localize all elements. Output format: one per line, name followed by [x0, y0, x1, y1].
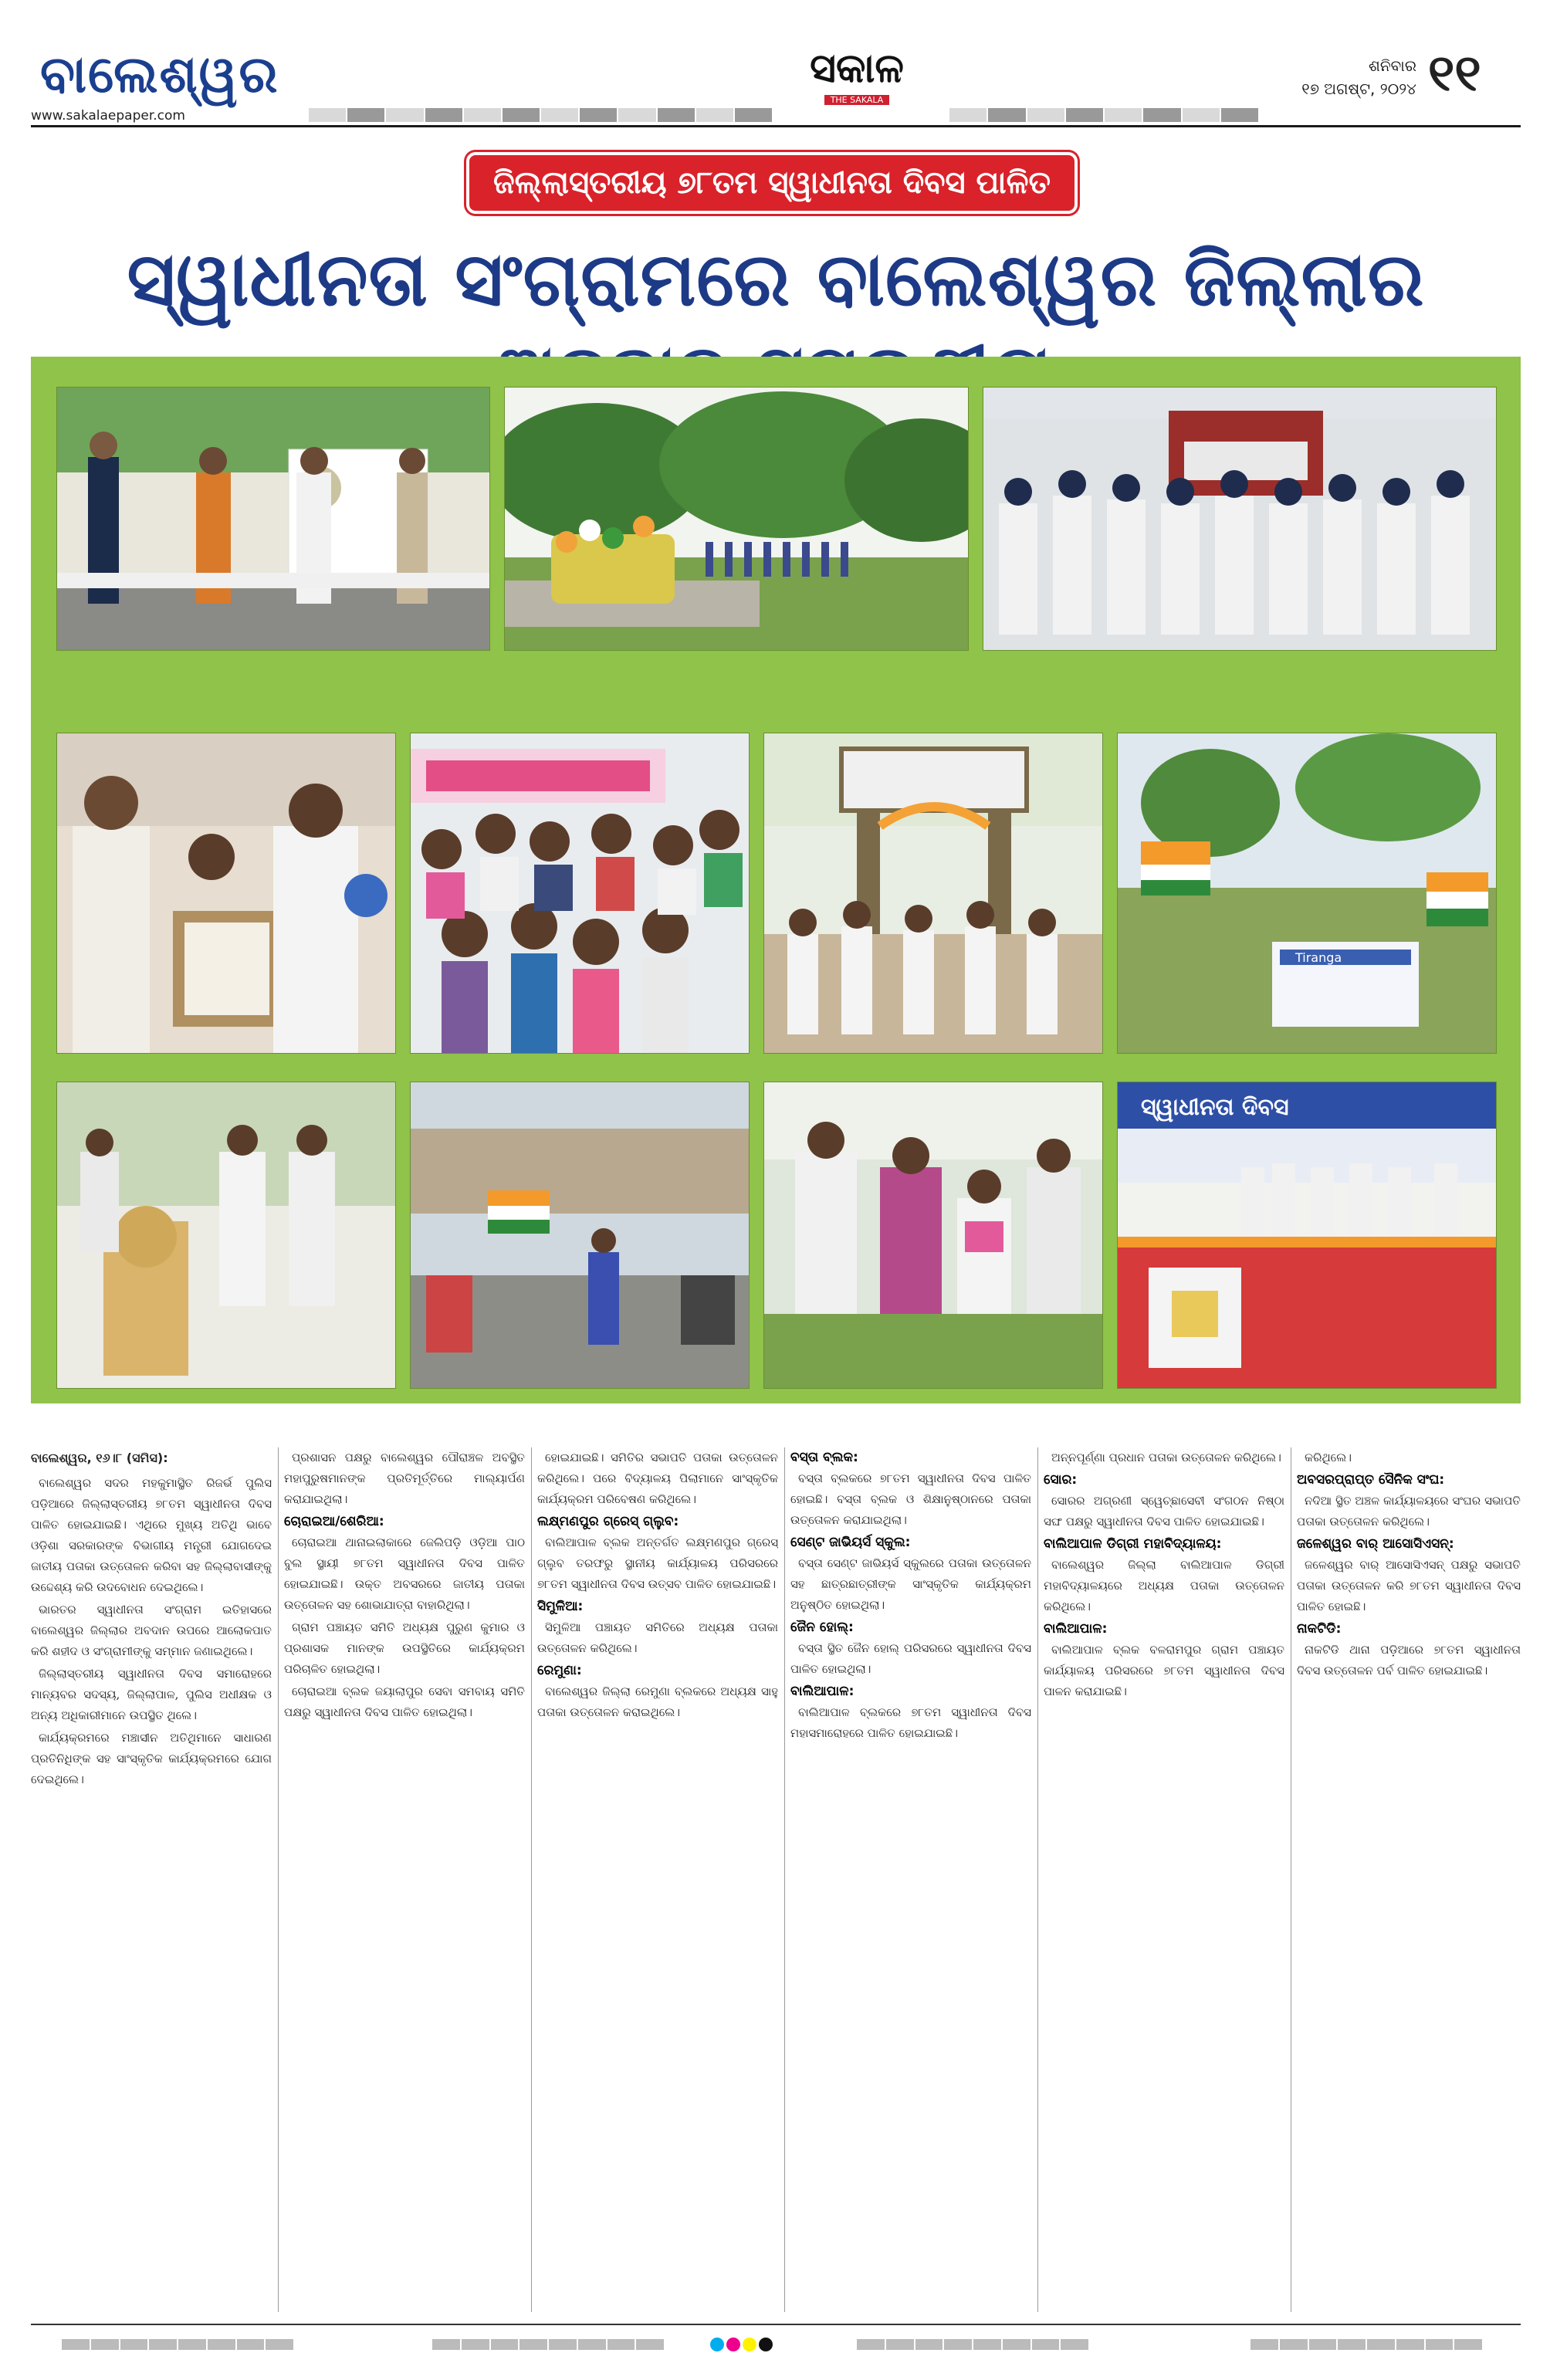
article-column-6 [1297, 1447, 1521, 2312]
col3-paragraph: ବାଲେଶ୍ୱର ଜିଲ୍ଲା ରେମୁଣା ବ୍ଲକରେ ଅଧ୍ୟକ୍ଷ ସାହୁ ପତାକା ଉତ୍ତୋଳନ କରାଇଥିଲେ। [537, 1684, 778, 1719]
issue-date-text: ୧୭ ଅଗଷ୍ଟ, ୨୦୨୪ [1301, 80, 1416, 98]
col4-paragraph: ବାଲିଆପାଳ ବ୍ଲକରେ ୭୮ତମ ସ୍ୱାଧୀନତା ଦିବସ ମହାସମାରୋହରେ ପାଳିତ ହୋଇଯାଇଛି। [790, 1705, 1031, 1740]
col4-paragraph: ବସ୍ତା ବ୍ଲକରେ ୭୮ତମ ସ୍ୱାଧୀନତା ଦିବସ ପାଳିତ ହୋଇଛି। ବସ୍ତା ବ୍ଲକ ଓ ଶିକ୍ଷାନୁଷ୍ଠାନରେ ପତାକା ଉତ୍ତୋଳନ କରାଯାଇଥିଲା। [790, 1471, 1031, 1527]
col3-subhead: ସିମୁଳିଆ: [537, 1599, 584, 1614]
photo-street-procession[interactable] [411, 1082, 749, 1388]
col3-paragraph: ସିମୁଳିଆ ପଞ୍ଚାୟତ ସମିତିରେ ଅଧ୍ୟକ୍ଷ ପତାକା ଉତ୍ତୋଳନ କରିଥିଲେ। [537, 1620, 778, 1655]
article-dateline: ବାଲେଶ୍ୱର, ୧୬।୮ (ସମିସ): [31, 1451, 168, 1465]
col3-paragraph: ବାଲିଆପାଳ ବ୍ଲକ ଅନ୍ତର୍ଗତ ଲକ୍ଷ୍ମଣପୁର ଗ୍ରେସ୍ ଗ୍ଲୁବ ତରଫରୁ ସ୍ଥାନୀୟ କାର୍ଯ୍ୟାଳୟ ପରିସରରେ ୭୮ତମ ସ୍ୱାଧୀନତା ଦିବସ ଉତ୍ସବ ପାଳିତ ହୋଇଯାଇଛି। [537, 1535, 778, 1591]
col5-paragraph: ବାଲେଶ୍ୱର ଜିଲ୍ଲା ବାଲିଆପାଳ ଡିଗ୍ରୀ ମହାବିଦ୍ୟାଳୟରେ ଅଧ୍ୟକ୍ଷ ପତାକା ଉତ୍ତୋଳନ କରିଥିଲେ। [1044, 1558, 1284, 1613]
photo-dignitaries-stage[interactable] [57, 388, 489, 650]
header-rule [31, 125, 1521, 127]
photo-crowd-banner[interactable] [411, 733, 749, 1053]
header-stripes [309, 108, 772, 122]
col4-subhead: ସେଣ୍ଟ ଜାଭିୟର୍ସ ସ୍କୁଲ: [790, 1535, 911, 1550]
photo-flag-rally[interactable] [1118, 733, 1496, 1053]
col4-paragraph: ବସ୍ତା ସେଣ୍ଟ ଜାଭିୟର୍ସ ସ୍କୁଲରେ ପତାକା ଉତ୍ତୋଳନ ସହ ଛାତ୍ରଛାତ୍ରୀଙ୍କ ସାଂସ୍କୃତିକ କାର୍ଯ୍ୟକ୍ରମ ଅନୁଷ୍ଠିତ ହୋଇଥିଲା। [790, 1556, 1031, 1612]
col6-paragraph: ନଦିଆ ସ୍ଥିତ ଅଞ୍ଚଳ କାର୍ଯ୍ୟାଳୟରେ ସଂଘର ସଭାପତି ପତାକା ଉତ୍ତୋଳନ କରିଥିଲେ। [1297, 1494, 1521, 1529]
section-title: ବାଲେଶ୍ୱର [40, 45, 279, 104]
photo-collage [31, 357, 1521, 1403]
photo-school-gate[interactable] [764, 733, 1102, 1053]
color-registration-marks [710, 2338, 773, 2351]
logo-subtitle: THE SAKALA [824, 95, 890, 105]
col2-subhead: ଚୋରାଇଆ/ଶେରିଆ: [284, 1514, 384, 1529]
tiranga-banner-text: Tiranga [1295, 950, 1342, 965]
col5-paragraph: ସୋରର ଅଗ୍ରଣୀ ସ୍ୱେଚ୍ଛାସେବୀ ସଂଗଠନ ନିଷ୍ଠା ସଙ୍ଘ ପକ୍ଷରୁ ସ୍ୱାଧୀନତା ଦିବସ ପାଳିତ ହୋଇଯାଇଛି। [1044, 1494, 1284, 1529]
article-column-5 [1044, 1447, 1284, 2312]
col6-subhead: ନାକଟିଡି: [1297, 1621, 1342, 1637]
issue-date [1274, 54, 1416, 100]
footer-rule [31, 2324, 1521, 2325]
col1-paragraph: ଜିଲ୍ଲାସ୍ତରୀୟ ସ୍ୱାଧୀନତା ଦିବସ ସମାରୋହରେ ମାନ୍ୟବର ସଦସ୍ୟ, ଜିଲ୍ଲାପାଳ, ପୁଲିସ ଅଧୀକ୍ଷକ ଓ ଅନ୍ୟ ଅଧିକାରୀମାନେ ଉପସ୍ଥିତ ଥିଲେ। [31, 1667, 272, 1722]
footer-stripes-mid-left [432, 2339, 664, 2350]
article-column-1 [31, 1447, 272, 2312]
col1-paragraph: କାର୍ଯ୍ୟକ୍ରମରେ ମଞ୍ଚାସୀନ ଅତିଥିମାନେ ସାଧାରଣ ପ୍ରତିନିଧିଙ୍କ ସହ ସାଂସ୍କୃତିକ କାର୍ଯ୍ୟକ୍ରମରେ ଯୋଗ ଦେଇଥିଲେ। [31, 1731, 272, 1786]
footer-stripes-mid-right [857, 2339, 1088, 2350]
column-divider [1037, 1447, 1038, 2312]
stage-banner-text: ସ୍ୱାଧୀନତା ଦିବସ [1141, 1094, 1289, 1121]
site-url[interactable]: www.sakalaepaper.com [31, 108, 185, 124]
col2-paragraph: ଗ୍ରାମ ପଞ୍ଚାୟତ ସମିତି ଅଧ୍ୟକ୍ଷ ପୁରୁଣ କୁମାର ଓ ପ୍ରଶାସକ ମାନଙ୍କ ଉପସ୍ଥିତିରେ କାର୍ଯ୍ୟକ୍ରମ ପରିଚାଳିତ ହୋଇଥିଲା। [284, 1620, 525, 1676]
page-number: ୧୧ [1428, 43, 1481, 103]
col5-subhead: ବାଲିଆପାଳ ଡିଗ୍ରୀ ମହାବିଦ୍ୟାଳୟ: [1044, 1536, 1222, 1552]
col2-paragraph: ପ୍ରଶାସନ ପକ୍ଷରୁ ବାଲେଶ୍ୱର ପୌରାଞ୍ଚଳ ଅବସ୍ଥିତ ମହାପୁରୁଷମାନଙ୍କ ପ୍ରତିମୂର୍ତ୍ତିରେ ମାଲ୍ୟାର୍ପଣ କରାଯାଇଥିଲା। [284, 1451, 525, 1506]
photo-swadhinata-dibasa-stage[interactable] [1118, 1082, 1496, 1388]
footer-stripes-left [62, 2339, 293, 2350]
col3-paragraph: ହୋଇଯାଇଛି। ସମିତିର ସଭାପତି ପତାକା ଉତ୍ତୋଳନ କରିଥିଲେ। ପରେ ବିଦ୍ୟାଳୟ ପିଲାମାନେ ସାଂସ୍କୃତିକ କାର୍ଯ୍ୟକ୍ରମ ପରିବେଷଣ କରିଥିଲେ। [537, 1451, 778, 1506]
col6-paragraph: କରିଥିଲେ। [1305, 1451, 1352, 1464]
col5-paragraph: ବାଲିଆପାଳ ବ୍ଲକ ବଳରାମପୁର ଗ୍ରାମ ପଞ୍ଚାୟତ କାର୍ଯ୍ୟାଳୟ ପରିସରରେ ୭୮ତମ ସ୍ୱାଧୀନତା ଦିବସ ପାଳନ କରାଯାଇଛି। [1044, 1643, 1284, 1698]
col1-paragraph: ଭାରତର ସ୍ୱାଧୀନତା ସଂଗ୍ରାମ ଇତିହାସରେ ବାଲେଶ୍ୱର ଜିଲ୍ଲାର ଅବଦାନ ଉପରେ ଆଲୋକପାତ କରି ଶହୀଦ ଓ ସଂଗ୍ରାମୀଙ୍କୁ ସମ୍ମାନ ଜଣାଇଥିଲେ। [31, 1603, 272, 1658]
headline: ସ୍ୱାଧୀନତା ସଂଗ୍ରାମରେ ବାଲେଶ୍ୱର ଜିଲ୍ଲାର [127, 236, 1425, 323]
photo-parade-float[interactable] [505, 388, 968, 650]
article-column-2 [284, 1447, 525, 2312]
photo-felicitation[interactable] [57, 733, 395, 1053]
article-column-3 [537, 1447, 778, 2312]
col6-paragraph: ଜଳେଶ୍ୱର ବାର୍ ଆସୋସିଏସନ୍ ପକ୍ଷରୁ ସଭାପତି ପତାକା ଉତ୍ତୋଳନ କରି ୭୮ତମ ସ୍ୱାଧୀନତା ଦିବସ ପାଳିତ ହୋଇଛି। [1297, 1558, 1521, 1613]
article-column-4 [790, 1447, 1031, 2312]
column-divider [784, 1447, 785, 2312]
col6-subhead: ଅବସରପ୍ରାପ୍ତ ସୈନିକ ସଂଘ: [1297, 1472, 1445, 1488]
kicker-banner: ଜିଲ୍ଲାସ୍ତରୀୟ ୭୮ତମ ସ୍ୱାଧୀନତା ଦିବସ ପାଳିତ [466, 152, 1078, 214]
col5-subhead: ବାଲିଆପାଳ: [1044, 1621, 1108, 1637]
issue-day: ଶନିବାର [1368, 56, 1416, 75]
photo-uniformed-group[interactable] [983, 388, 1496, 650]
newspaper-logo [787, 46, 926, 105]
col5-subhead: ସୋର: [1044, 1472, 1078, 1488]
col3-subhead: ରେମୁଣା: [537, 1663, 582, 1678]
col6-subhead: ଜଳେଶ୍ୱର ବାର୍ ଆସୋସିଏସନ୍: [1297, 1536, 1454, 1552]
col4-subhead: ଜୈନ ହୋଲ୍: [790, 1620, 854, 1635]
col1-paragraph: ବାଲେଶ୍ୱର ସଦର ମହକୁମାସ୍ଥିତ ରିଜର୍ଭ ପୁଲିସ ପଡ଼ିଆରେ ଜିଲ୍ଲାସ୍ତରୀୟ ୭୮ତମ ସ୍ୱାଧୀନତା ଦିବସ ପାଳିତ ହୋଇଯାଇଛି। ଏଥିରେ ମୁଖ୍ୟ ଅତିଥି ଭାବେ ଓଡ଼ିଶା ସରକାରଙ୍କ ବିଭାଗୀୟ ମନ୍ତ୍ରୀ ଯୋଗଦେଇ ଜାତୀୟ ପତାକା ଉତ୍ତୋଳନ କରିବା ସହ ଜିଲ୍ଲାବାସୀଙ୍କୁ ଉଦ୍ଦେଶ୍ୟ କରି ଉଦବୋଧନ ଦେଇଥିଲେ। [31, 1476, 272, 1594]
logo-text: ସକାଳ [810, 46, 904, 92]
col4-subhead: ବସ୍ତା ବ୍ଲକ: [790, 1450, 858, 1465]
photo-student-award[interactable] [764, 1082, 1102, 1388]
column-divider [531, 1447, 532, 2312]
col3-subhead: ଲକ୍ଷ୍ମଣପୁର ଗ୍ରେସ୍ ଗ୍ଲୁବ: [537, 1514, 679, 1529]
photo-speech-lion-statue[interactable] [57, 1082, 395, 1388]
header-stripes-right [949, 108, 1258, 122]
footer-stripes-right [1250, 2339, 1482, 2350]
col6-paragraph: ନାକଟିଡି ଥାନା ପଡ଼ିଆରେ ୭୮ତମ ସ୍ୱାଧୀନତା ଦିବସ ଉତ୍ତୋଳନ ପର୍ବ ପାଳିତ ହୋଇଯାଇଛି। [1297, 1643, 1521, 1678]
col2-paragraph: ଚୋରାଇଆ ଥାନାଇଲାକାରେ ଜେଲିପଡ଼ି ଓଡ଼ିଆ ପାଠ ବୁଲ ସ୍ଥାୟୀ ୭୮ତମ ସ୍ୱାଧୀନତା ଦିବସ ପାଳିତ ହୋଇଯାଇଛି। ଉକ୍ତ ଅବସରରେ ଜାତୀୟ ପତାକା ଉତ୍ତୋଳନ ସହ ଶୋଭାଯାତ୍ରା ବାହାରିଥିଲା। [284, 1535, 525, 1612]
col2-paragraph: ଚୋରାଇଆ ବ୍ଲକ ଜୟାଲାପୁର ସେବା ସମବାୟ ସମିତି ପକ୍ଷରୁ ସ୍ୱାଧୀନତା ଦିବସ ପାଳିତ ହୋଇଥିଲା। [284, 1684, 525, 1719]
col5-paragraph: ଅନ୍ନପୂର୍ଣ୍ଣା ପ୍ରଧାନ ପତାକା ଉତ୍ତୋଳନ କରିଥିଲେ। [1051, 1451, 1281, 1464]
column-divider [278, 1447, 279, 2312]
col4-paragraph: ବସ୍ତା ସ୍ଥିତ ଜୈନ ହୋଲ୍ ପରିସରରେ ସ୍ୱାଧୀନତା ଦିବସ ପାଳିତ ହୋଇଥିଲା। [790, 1641, 1031, 1676]
col4-subhead: ବାଲିଆପାଳ: [790, 1684, 855, 1699]
